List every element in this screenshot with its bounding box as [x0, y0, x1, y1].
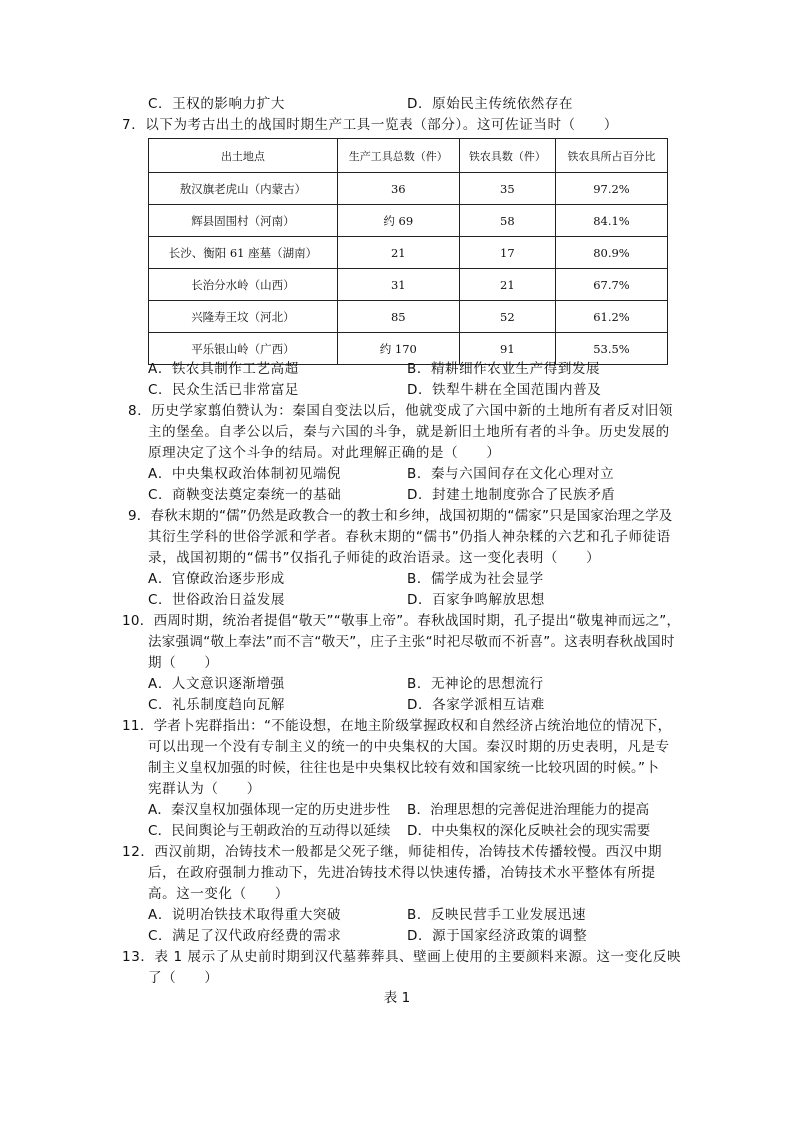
table-header: 出土地点 — [149, 139, 338, 173]
table-cell: 35 — [459, 173, 555, 205]
question-13-line: 13．表 1 展示了从史前时期到汉代墓葬葬具、壁画上使用的主要颜料来源。这一变化反映 — [122, 949, 682, 965]
table-cell: 兴隆寿王坟（河北） — [149, 301, 338, 333]
question-8-line: 原理决定了这个斗争的结局。对此理解正确的是（ ） — [148, 445, 501, 461]
table-header: 生产工具总数（件） — [337, 139, 459, 173]
question-12-line: 后，在政府强制力推动下，先进冶铸技术得以快速传播，冶铸技术水平整体有所提 — [148, 865, 656, 881]
question-12-line: 高。这一变化（ ） — [148, 886, 289, 902]
question-10-line: 期（ ） — [148, 655, 219, 671]
table-cell: 21 — [459, 269, 555, 301]
question-7-stem: 7．以下为考古出土的战国时期生产工具一览表（部分）。这可佐证当时（ ） — [122, 117, 618, 133]
option-b: B．精耕细作农业生产得到发展 — [407, 361, 601, 377]
table-cell: 80.9% — [555, 237, 667, 269]
table-cell: 31 — [337, 269, 459, 301]
option-c: C．民间舆论与王朝政治的互动得以延续 — [148, 823, 391, 839]
question-9-line: 9．春秋末期的“儒”仍然是政教合一的教士和乡绅，战国初期的“儒家”只是国家治理之学及 — [128, 508, 673, 524]
option-d: D．各家学派相互诘难 — [407, 697, 545, 713]
option-c: C．商鞅变法奠定秦统一的基础 — [148, 487, 342, 503]
question-9-line: 其衍生学科的世俗学派和学者。春秋末期的“儒书”仍指人神杂糅的六艺和孔子师徒语 — [148, 529, 671, 545]
table-header-row — [149, 139, 668, 173]
option-d: D．封建土地制度弥合了民族矛盾 — [407, 487, 616, 503]
question-10-line: 10．西周时期，统治者提倡“敬天”“敬事上帝”。春秋战国时期，孔子提出“敬鬼神而远之”， — [122, 613, 681, 629]
table-cell: 21 — [337, 237, 459, 269]
table-cell: 53.5% — [555, 333, 667, 365]
table-cell: 85 — [337, 301, 459, 333]
table-row — [149, 237, 668, 269]
question-10-line: 法家强调“敬上奉法”而不言“敬天”，庄子主张“时祀尽敬而不祈喜”。这表明春秋战国时 — [148, 634, 675, 650]
option-d: D．原始民主传统依然存在 — [407, 96, 574, 112]
question-8-line: 8．历史学家翦伯赞认为：秦国自变法以后，他就变成了六国中新的土地所有者反对旧领 — [128, 403, 673, 419]
table-cell: 61.2% — [555, 301, 667, 333]
question-11-line: 可以出现一个没有专制主义的统一的中央集权的大国。秦汉时期的历史表明，凡是专 — [148, 739, 670, 755]
table-cell: 17 — [459, 237, 555, 269]
table-cell: 平乐银山岭（广西） — [149, 333, 338, 365]
question-11-line: 制主义皇权加强的时候，往往也是中央集权比较有效和国家统一比较巩固的时候。”卜 — [148, 760, 660, 776]
option-a: A．铁农具制作工艺高超 — [148, 361, 299, 377]
table-cell: 67.7% — [555, 269, 667, 301]
table-row — [149, 173, 668, 205]
option-b: B．无神论的思想流行 — [407, 676, 544, 692]
table-header: 铁农具所占百分比 — [555, 139, 667, 173]
table-row — [149, 269, 668, 301]
table-row — [149, 301, 668, 333]
option-c: C．王权的影响力扩大 — [148, 96, 285, 112]
table-cell: 58 — [459, 205, 555, 237]
table-header: 铁农具数（件） — [459, 139, 555, 173]
option-c: C．民众生活已非常富足 — [148, 382, 300, 398]
option-a: A．人文意识逐渐增强 — [148, 676, 285, 692]
question-13-line: 了（ ） — [148, 970, 219, 986]
question-11-line: 宪群认为（ ） — [148, 781, 261, 797]
option-a: A．秦汉皇权加强体现一定的历史进步性 — [148, 802, 391, 818]
question-12-line: 12．西汉前期，冶铸技术一般都是父死子继，师徒相传，冶铸技术传播较慢。西汉中期 — [122, 844, 663, 860]
option-b: B．秦与六国间存在文化心理对立 — [407, 466, 615, 482]
option-c: C．礼乐制度趋向瓦解 — [148, 697, 285, 713]
table-cell: 84.1% — [555, 205, 667, 237]
table-cell: 91 — [459, 333, 555, 365]
table-cell: 36 — [337, 173, 459, 205]
option-b: B．儒学成为社会显学 — [407, 571, 544, 587]
question-9-line: 录，战国初期的“儒书”仅指孔子师徒的政治语录。这一变化表明（ ） — [148, 550, 601, 566]
option-d: D．铁犁牛耕在全国范围内普及 — [407, 382, 602, 398]
option-c: C．满足了汉代政府经费的需求 — [148, 928, 342, 944]
table-cell: 52 — [459, 301, 555, 333]
tools-table — [148, 138, 668, 365]
table-cell: 长治分水岭（山西） — [149, 269, 338, 301]
table-cell: 辉县固围村（河南） — [149, 205, 338, 237]
option-a: A．说明冶铁技术取得重大突破 — [148, 907, 342, 923]
table-cell: 长沙、衡阳 61 座墓（湖南） — [149, 237, 338, 269]
table-cell: 约 69 — [337, 205, 459, 237]
option-d: D．中央集权的深化反映社会的现实需要 — [407, 823, 651, 839]
option-d: D．源于国家经济政策的调整 — [407, 928, 588, 944]
option-d: D．百家争鸣解放思想 — [407, 592, 545, 608]
option-c: C．世俗政治日益发展 — [148, 592, 285, 608]
option-b: B．治理思想的完善促进治理能力的提高 — [407, 802, 650, 818]
table-cell: 97.2% — [555, 173, 667, 205]
table-cell: 敖汉旗老虎山（内蒙古） — [149, 173, 338, 205]
question-11-line: 11．学者卜宪群指出：“不能设想，在地主阶级掌握政权和自然经济占统治地位的情况下， — [122, 718, 672, 734]
option-a: A．官僚政治逐步形成 — [148, 571, 285, 587]
table-cell: 约 170 — [337, 333, 459, 365]
question-8-line: 主的堡垒。自孝公以后，秦与六国的斗争，就是新旧土地所有者的斗争。历史发展的 — [148, 424, 670, 440]
option-a: A．中央集权政治体制初见端倪 — [148, 466, 342, 482]
table-caption: 表 1 — [383, 990, 411, 1006]
option-b: B．反映民营手工业发展迅速 — [407, 907, 587, 923]
table-row — [149, 205, 668, 237]
